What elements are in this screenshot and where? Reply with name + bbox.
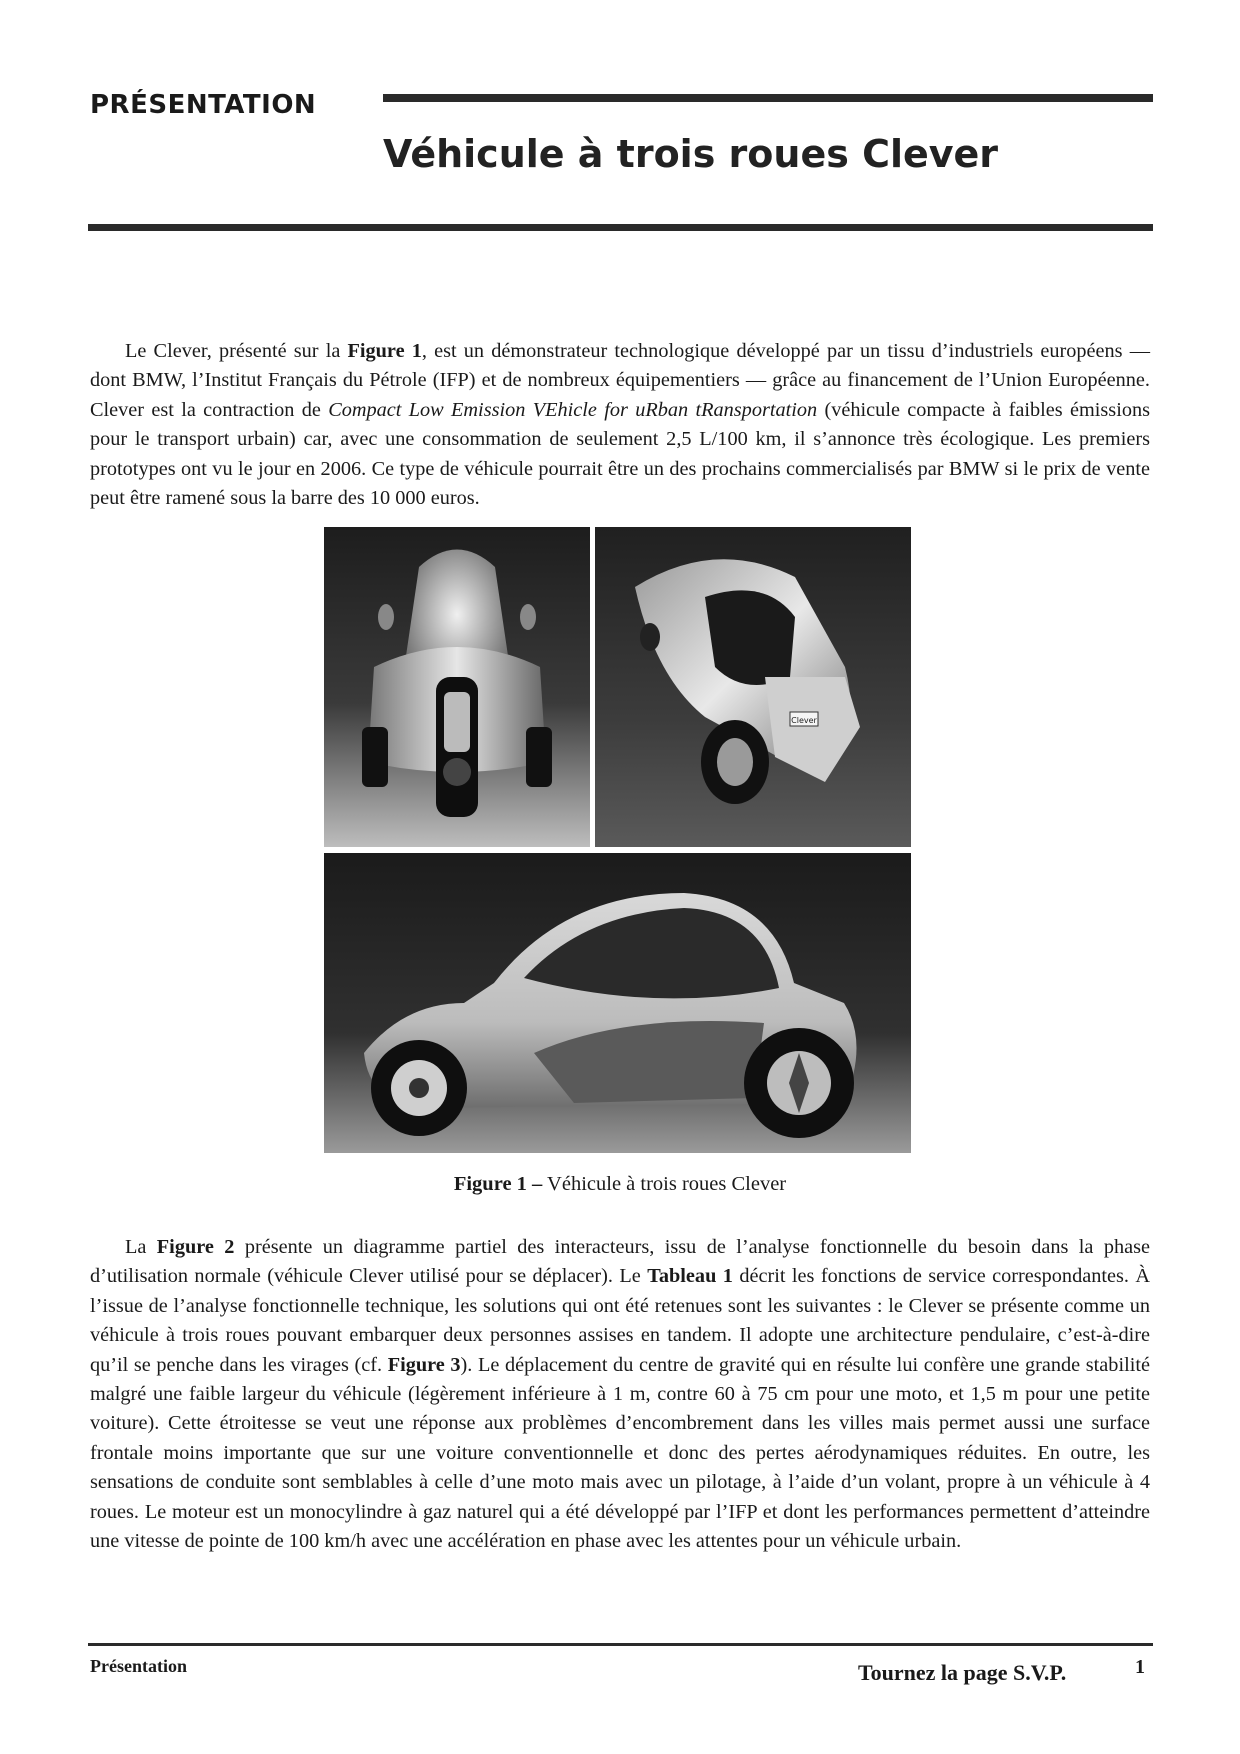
tableau-1-reference: Tableau 1 [647, 1265, 733, 1288]
clever-acronym-expansion: Compact Low Emission VEhicle for uRban tRansportation [328, 398, 818, 421]
rear-view-illustration [595, 527, 911, 847]
figure-3-reference: Figure 3 [387, 1353, 461, 1376]
photo-rear-view [595, 527, 911, 847]
side-view-illustration [324, 853, 911, 1153]
footer-section: Présentation [90, 1656, 187, 1676]
rear-badge: Clever [791, 716, 817, 725]
footer-rule [88, 1643, 1153, 1646]
body-paragraph: La Figure 2 présente un diagramme partiel des interacteurs, issu de l’analyse fonctionnelle du besoin dans la phase d’utilisation normale (véhicule Clever utilisé pour se déplacer). Le Tableau 1 décrit les fonctions de service correspondantes. À l’issue de l’analyse fonctionnelle technique, les solutions qui ont été retenues sont les suivantes : le Clever se présente comme un véhicule à trois roues pouvant embarquer deux personnes assises en tandem. Il adopte une architecture pendulaire, c’est-à-dire qu’il se penche dans les virages (cf. Figure 3). Le déplacement du centre de gravité qui en résulte lui confère une grande stabilité malgré une faible largeur du véhicule (légèrement inférieure à 1 m, contre 60 à 75 cm pour une moto, et 1,5 m pour une petite voiture). Cette étroitesse se veut une réponse aux problèmes d’encombrement dans les villes mais permet aussi une surface frontale moins importante que sur une voiture conventionnelle et donc des pertes aérodynamiques réduites. En outre, les sensations de conduite sont semblables à celle d’une moto mais avec un pilotage, à l’aide d’un volant, propre à un véhicule à 4 roues. Le moteur est un monocylindre à gaz naturel qui a été développé par l’IFP et dont les performances permettent d’atteindre une vitesse de pointe de 100 km/h avec une accélération en phase avec les attentes pour un véhicule urbain. [90, 1236, 1151, 1553]
photo-front-view [324, 527, 590, 847]
figure-caption [0, 1173, 1240, 1196]
page-number: 1 [1135, 1656, 1145, 1678]
photo-side-view [324, 853, 911, 1153]
section-label: PRÉSENTATION [90, 90, 317, 120]
front-view-illustration [324, 527, 590, 847]
figure-2-reference: Figure 2 [156, 1236, 235, 1258]
header-rule-top [383, 94, 1153, 102]
header-rule-bottom [88, 224, 1153, 231]
page-title: Véhicule à trois roues Clever [383, 132, 999, 176]
intro-paragraph: Le Clever, présenté sur la Figure 1, est un démonstrateur technologique développé par un tissu d’industriels européens — dont BMW, l’Institut Français du Pétrole (IFP) et de nombreux équipementiers — grâce au financement de l’Union Européenne. Clever est la contraction de Compact Low Emission VEhicle for uRban tRansportation (véhicule compacte à faibles émissions pour le transport urbain) car, avec une consommation de seulement 2,5 L/100 km, il s’annonce très écologique. Les premiers prototypes ont vu le jour en 2006. Ce type de véhicule pourrait être un des prochains commercialisés par BMW si le prix de vente peut être ramené sous la barre des 10 000 euros. [90, 340, 1151, 510]
figure-1-reference: Figure 1 [347, 340, 422, 362]
figure-label: Figure 1 – [453, 1173, 543, 1195]
footer-turn-page: Tournez la page S.V.P. [858, 1660, 1067, 1685]
figure-caption-text: Véhicule à trois roues Clever [542, 1173, 787, 1195]
